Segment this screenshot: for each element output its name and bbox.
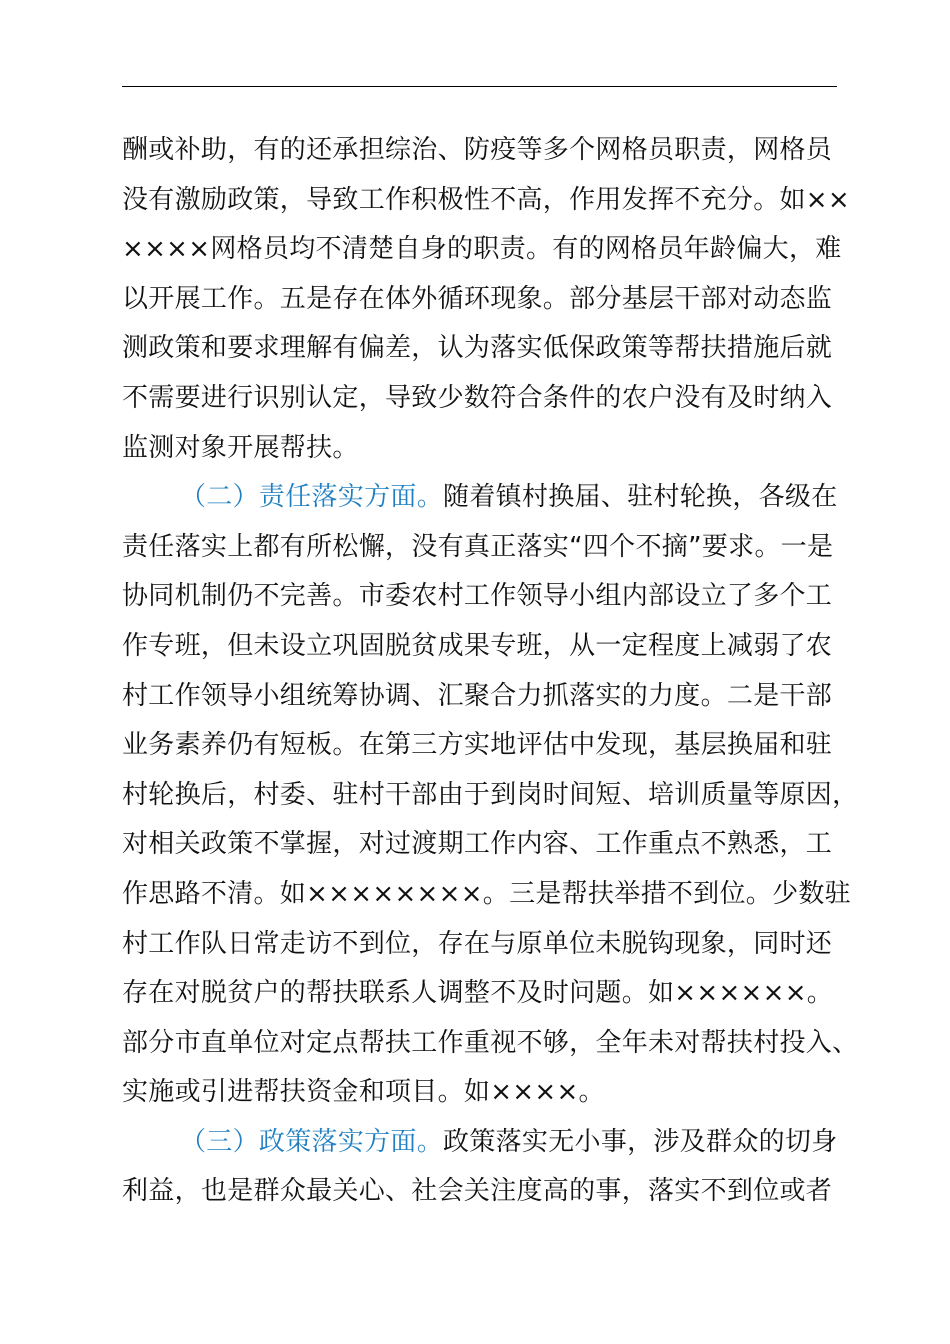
text-line: 测政策和要求理解有偏差，认为落实低保政策等帮扶措施后就 [122, 333, 833, 364]
paragraph-3 [122, 1118, 838, 1217]
paragraph-first-line [122, 473, 838, 523]
text-line: 部分市直单位对定点帮扶工作重视不够，全年未对帮扶村投入、 [122, 1027, 859, 1058]
paragraph-1 [122, 126, 850, 473]
text-line: 存在对脱贫户的帮扶联系人调整不及时问题。如××××××。 [122, 978, 834, 1009]
body-text [122, 126, 859, 1217]
text-line: 村工作队日常走访不到位，存在与原单位未脱钩现象，同时还 [122, 928, 833, 959]
text-line: 协同机制仍不完善。市委农村工作领导小组内部设立了多个工 [122, 581, 833, 612]
text-line: 没有激励政策，导致工作积极性不高，作用发挥不充分。如×× [122, 184, 850, 215]
text-line: ××××网格员均不清楚自身的职责。有的网格员年龄偏大，难 [122, 234, 842, 265]
text-line: 实施或引进帮扶资金和项目。如××××。 [122, 1077, 605, 1108]
paragraph-2 [122, 473, 859, 1118]
text-line: 酬或补助，有的还承担综治、防疫等多个网格员职责，网格员 [122, 135, 833, 165]
text-line: 以开展工作。五是存在体外循环现象。部分基层干部对动态监 [122, 283, 833, 314]
text-run: 随着镇村换届、驻村轮换，各级在 [443, 482, 838, 513]
section-heading: （三）政策落实方面。 [180, 1126, 444, 1157]
text-line: 对相关政策不掌握，对过渡期工作内容、工作重点不熟悉，工 [122, 829, 833, 860]
text-line: 村轮换后，村委、驻村干部由于到岗时间短、培训质量等原因， [122, 779, 859, 810]
text-line: 业务素养仍有短板。在第三方实地评估中发现，基层换届和驻 [122, 730, 833, 761]
header-rule [122, 86, 837, 87]
text-line: 责任落实上都有所松懈，没有真正落实“四个不摘”要求。一是 [122, 531, 834, 562]
text-line: 不需要进行识别认定，导致少数符合条件的农户没有及时纳入 [122, 382, 833, 413]
text-run: 政策落实无小事，涉及群众的切身 [443, 1126, 838, 1157]
section-heading: （二）责任落实方面。 [180, 482, 444, 513]
paragraph-first-line [122, 1118, 838, 1168]
text-line: 村工作领导小组统筹协调、汇聚合力抓落实的力度。二是干部 [122, 680, 833, 711]
text-line: 利益，也是群众最关心、社会关注度高的事，落实不到位或者 [122, 1176, 833, 1207]
text-line: 监测对象开展帮扶。 [122, 432, 359, 463]
text-line: 作专班，但未设立巩固脱贫成果专班，从一定程度上减弱了农 [122, 630, 833, 661]
text-line: 作思路不清。如××××××××。三是帮扶举措不到位。少数驻 [122, 878, 851, 909]
